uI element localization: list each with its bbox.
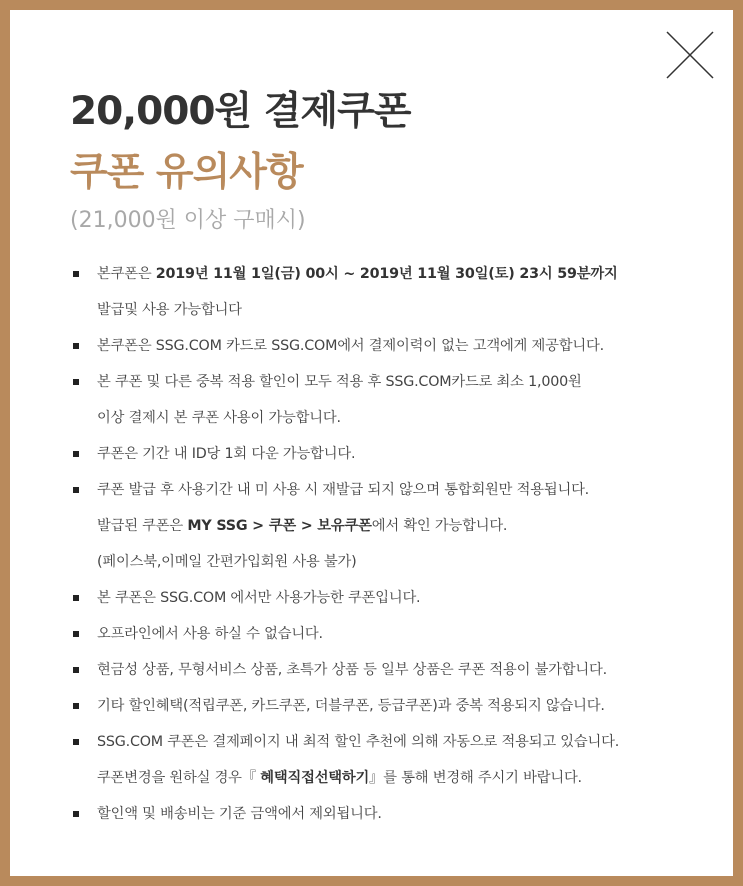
notice-item-ssg-only xyxy=(70,580,700,616)
page-subtitle: 쿠폰 유의사항 xyxy=(70,150,303,195)
coupon-path-bold: MY SSG > 쿠폰 > 보유쿠폰 xyxy=(187,518,372,534)
notice-text: 본쿠폰은 xyxy=(97,266,156,282)
notice-text: 발급된 쿠폰은 xyxy=(97,518,188,534)
notice-item-offline xyxy=(70,616,700,652)
notice-line: 본 쿠폰은 SSG.COM 에서만 사용가능한 쿠폰입니다. xyxy=(97,590,421,606)
notice-line xyxy=(97,508,700,544)
notice-item-eligibility xyxy=(70,328,700,364)
notice-list xyxy=(70,256,700,832)
notice-line: 쿠폰은 기간 내 ID당 1회 다운 가능합니다. xyxy=(97,446,356,462)
notice-line: 이상 결제시 본 쿠폰 사용이 가능합니다. xyxy=(97,410,341,426)
notice-text: 에서 확인 가능합니다. xyxy=(371,518,508,534)
page-title: 20,000원 결제쿠폰 xyxy=(70,89,411,134)
notice-line: 할인액 및 배송비는 기준 금액에서 제외됩니다. xyxy=(97,806,382,822)
notice-item-period xyxy=(70,256,700,328)
bullet-icon xyxy=(73,631,79,637)
purchase-condition: (21,000원 이상 구매시) xyxy=(70,208,306,233)
notice-text: 』를 통해 변경해 주시기 바랍니다. xyxy=(369,770,582,786)
notice-line xyxy=(97,256,700,292)
bullet-icon xyxy=(73,379,79,385)
bullet-icon xyxy=(73,595,79,601)
bullet-icon xyxy=(73,271,79,277)
bullet-icon xyxy=(73,811,79,817)
direct-select-bold: 혜택직접선택하기 xyxy=(260,770,370,786)
notice-item-download-limit xyxy=(70,436,700,472)
notice-item-excluded-products xyxy=(70,652,700,688)
notice-period-bold: 2019년 11월 1일(금) 00시 ~ 2019년 11월 30일(토) 23시 59분까지 xyxy=(155,266,618,282)
bullet-icon xyxy=(73,703,79,709)
notice-item-reissue xyxy=(70,472,700,580)
close-icon xyxy=(665,30,715,80)
notice-line: 본 쿠폰 및 다른 중복 적용 할인이 모두 적용 후 SSG.COM카드로 최소 1,000원 xyxy=(97,374,582,390)
notice-item-minimum-payment xyxy=(70,364,700,436)
notice-line: 쿠폰 발급 후 사용기간 내 미 사용 시 재발급 되지 않으며 통합회원만 적용됩니다. xyxy=(97,482,590,498)
bullet-icon xyxy=(73,739,79,745)
notice-line: (페이스북,이메일 간편가입회원 사용 불가) xyxy=(97,554,357,570)
bullet-icon xyxy=(73,451,79,457)
notice-line: 오프라인에서 사용 하실 수 없습니다. xyxy=(97,626,323,642)
notice-line: 본쿠폰은 SSG.COM 카드로 SSG.COM에서 결제이력이 없는 고객에게 제공합니다. xyxy=(97,338,604,354)
notice-item-auto-apply xyxy=(70,724,700,796)
notice-item-no-duplicate xyxy=(70,688,700,724)
notice-item-shipping-excluded xyxy=(70,796,700,832)
bullet-icon xyxy=(73,487,79,493)
notice-line: SSG.COM 쿠폰은 결제페이지 내 최적 할인 추천에 의해 자동으로 적용되고 있습니다. xyxy=(97,734,620,750)
notice-line: 발급및 사용 가능합니다 xyxy=(97,302,242,318)
notice-line: 기타 할인혜택(적립쿠폰, 카드쿠폰, 더블쿠폰, 등급쿠폰)과 중복 적용되지 않습니다. xyxy=(97,698,605,714)
notice-line: 현금성 상품, 무형서비스 상품, 초특가 상품 등 일부 상품은 쿠폰 적용이 불가합니다. xyxy=(97,662,607,678)
notice-line xyxy=(97,760,700,796)
notice-text: 쿠폰변경을 원하실 경우『 xyxy=(97,770,261,786)
bullet-icon xyxy=(73,667,79,673)
close-button[interactable] xyxy=(665,30,715,80)
bullet-icon xyxy=(73,343,79,349)
